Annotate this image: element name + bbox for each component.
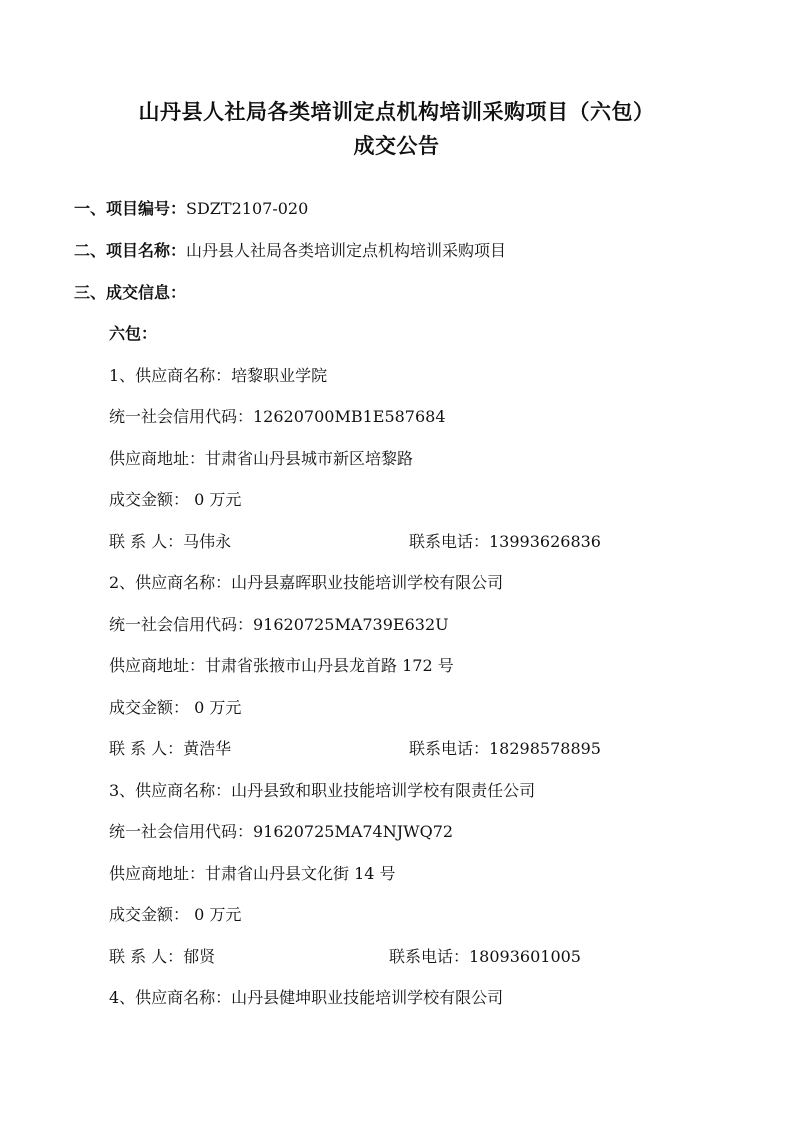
supplier-1-address: 供应商地址：甘肃省山丹县城市新区培黎路 bbox=[109, 449, 414, 468]
supplier-2-phone: 联系电话：18298578895 bbox=[409, 739, 601, 758]
supplier-3-amount: 成交金额： 0 万元 bbox=[109, 905, 242, 924]
supplier-3-phone: 联系电话：18093601005 bbox=[389, 947, 581, 966]
supplier-2-address: 供应商地址：甘肃省张掖市山丹县龙首路 172 号 bbox=[109, 656, 454, 675]
supplier-1-contact: 联 系 人：马伟永 bbox=[109, 532, 232, 551]
project-name-value: 山丹县人社局各类培训定点机构培训采购项目 bbox=[186, 241, 507, 260]
supplier-3-address: 供应商地址：甘肃省山丹县文化街 14 号 bbox=[109, 864, 396, 883]
supplier-2-amount: 成交金额： 0 万元 bbox=[109, 698, 242, 717]
supplier-1-credit-code: 统一社会信用代码：12620700MB1E587684 bbox=[109, 407, 446, 426]
project-number bbox=[74, 198, 308, 220]
supplier-2-name: 2、供应商名称：山丹县嘉晖职业技能培训学校有限公司 bbox=[109, 573, 504, 592]
supplier-1-name: 1、供应商名称：培黎职业学院 bbox=[109, 366, 328, 385]
supplier-3-name: 3、供应商名称：山丹县致和职业技能培训学校有限责任公司 bbox=[109, 781, 536, 800]
deal-info-heading bbox=[74, 282, 186, 304]
project-name-label: 二、项目名称： bbox=[74, 241, 187, 260]
document-title-line-1: 山丹县人社局各类培训定点机构培训采购项目（六包） bbox=[138, 100, 655, 124]
project-number-value: SDZT2107-020 bbox=[186, 199, 309, 218]
supplier-1-amount: 成交金额： 0 万元 bbox=[109, 490, 242, 509]
package-label: 六包： bbox=[109, 324, 158, 343]
supplier-4-name: 4、供应商名称：山丹县健坤职业技能培训学校有限公司 bbox=[109, 988, 504, 1007]
project-number-label: 一、项目编号： bbox=[74, 199, 187, 218]
supplier-2-contact: 联 系 人：黄浩华 bbox=[109, 739, 232, 758]
project-name bbox=[74, 240, 506, 262]
deal-info-label: 三、成交信息： bbox=[74, 283, 187, 302]
supplier-3-contact: 联 系 人：郁贤 bbox=[109, 947, 216, 966]
supplier-3-credit-code: 统一社会信用代码：91620725MA74NJWQ72 bbox=[109, 822, 454, 841]
supplier-2-credit-code: 统一社会信用代码：91620725MA739E632U bbox=[109, 615, 449, 634]
document-title-line-2: 成交公告 bbox=[353, 134, 440, 158]
supplier-1-phone: 联系电话：13993626836 bbox=[409, 532, 601, 551]
